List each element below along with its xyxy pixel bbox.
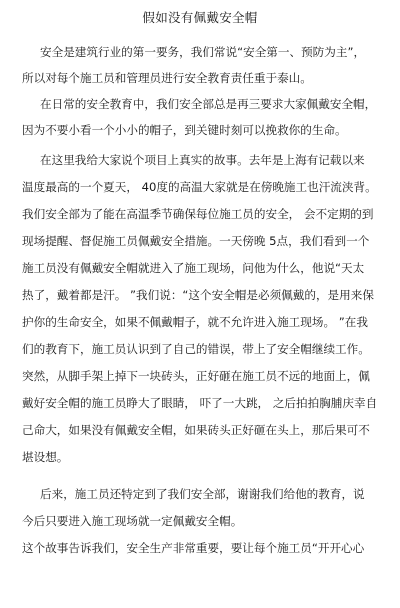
paragraph-line: 们的教育下，施工员认识到了自己的错误，带上了安全帽继续工作。	[22, 342, 370, 356]
paragraph-line: 因为不要小看一个小小的帽子，到关键时刻可以挽救你的生命。	[22, 123, 347, 137]
paragraph-line: 己命大，如果没有佩戴安全帽，如果砖头正好砸在头上，那后果可不	[22, 423, 370, 437]
paragraph-line: 施工员没有佩戴安全帽就进入了施工现场，问他为什么，他说“天太	[22, 261, 365, 275]
paragraph-line: 突然，从脚手架上掉下一块砖头，正好砸在施工员不远的地面上，佩	[22, 369, 370, 383]
paragraph-line: 护你的生命安全，如果不佩戴帽子，就不允许进入施工现场。 ”在我	[22, 315, 368, 329]
paragraph-line: 在日常的安全教育中，我们安全部总是再三要求大家佩戴安全帽，	[40, 97, 377, 111]
paragraph-line: 堪设想。	[22, 450, 69, 464]
paragraph-line: 今后只要进入施工现场就一定佩戴安全帽。	[22, 514, 243, 528]
paragraph-line: 温度最高的一个夏天， 40度的高温大家就是在傍晚施工也汗流浃背。	[22, 180, 377, 194]
paragraph-line: 所以对每个施工员和管理员进行安全教育责任重于泰山。	[22, 71, 312, 85]
paragraph-line: 后来，施工员还特定到了我们安全部，谢谢我们给他的教育，说	[40, 487, 365, 501]
paragraph-line: 我们安全部为了能在高温季节确保每位施工员的安全， 会不定期的到	[22, 207, 374, 221]
paragraph-line: 安全是建筑行业的第一要务，我们常说“安全第一、预防为主”，	[40, 45, 366, 59]
paragraph-line: 在这里我给大家说个项目上真实的故事。去年是上海有记载以来	[40, 153, 365, 167]
paragraph-line: 现场提醒、督促施工员佩戴安全措施。一天傍晚 5点，我们看到一个	[22, 234, 370, 248]
paragraph-line: 戴好安全帽的施工员睁大了眼睛， 吓了一大跳， 之后拍拍胸脯庆幸自	[22, 396, 378, 410]
paragraph-line: 这个故事告诉我们，安全生产非常重要，要让每个施工员“开开心心	[22, 541, 365, 555]
document-title: 假如没有佩戴安全帽	[142, 10, 258, 25]
paragraph-line: 热了，戴着都是汗。 ”我们说：“这个安全帽是必须佩戴的，是用来保	[22, 288, 374, 302]
